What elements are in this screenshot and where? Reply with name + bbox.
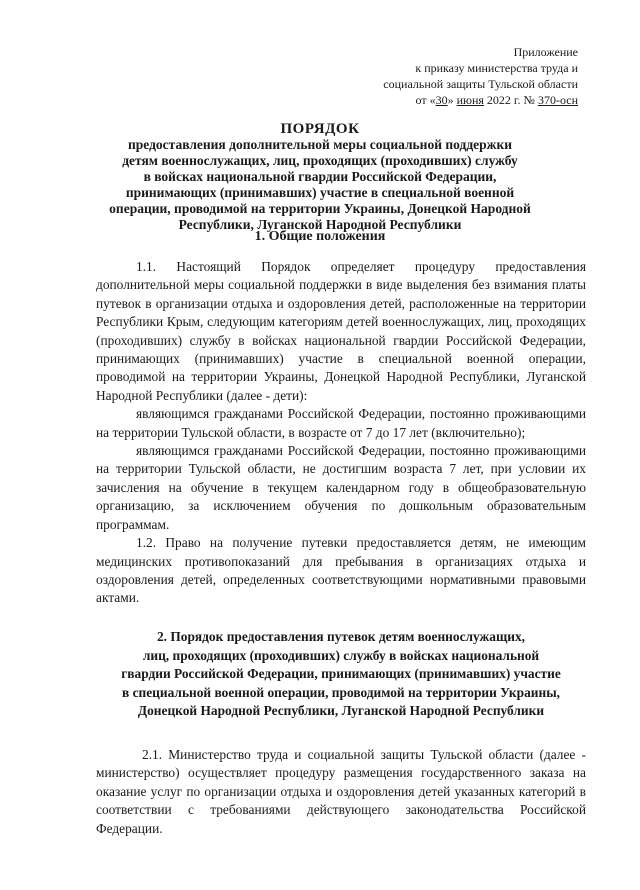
title-line-5: операции, проводимой на территории Украины, Донецкой Народной bbox=[109, 201, 531, 216]
section-2-body bbox=[96, 746, 586, 838]
order-number: 370-осн bbox=[537, 93, 578, 107]
section-2-heading-line-5: Донецкой Народной Республики, Луганской Народной Республики bbox=[137, 703, 545, 719]
section-1-body bbox=[96, 258, 586, 608]
appendix-block bbox=[318, 44, 578, 108]
title-line-6: Республики, Луганской Народной Республики bbox=[178, 217, 462, 232]
paragraph-category-2: являющимся гражданами Российской Федерации, постоянно проживающими на территории Тульской области, не достигшим возраста 7 лет, при условии их зачисления на обучение в текущем календарном году в общеобразовательную организацию, за исключением обучения по дошкольным образовательным программам. bbox=[96, 443, 586, 532]
section-2-heading-line-3: гвардии Российской Федерации, принимающих (принимавших) участие bbox=[121, 666, 561, 682]
title-line-2: детям военнослужащих, лиц, проходящих (проходивших) службу bbox=[122, 153, 518, 168]
appendix-label: Приложение bbox=[513, 45, 578, 59]
section-2-heading bbox=[96, 628, 586, 721]
date-prefix: от « bbox=[415, 93, 436, 107]
date-month: июня bbox=[456, 93, 484, 107]
paragraph-1-2: 1.2. Право на получение путевки предоставляется детям, не имеющим медицинских противопоказаний для пребывания в организациях отдыха и оздоровления детей, определенных соответствующими нормативными правовыми актами. bbox=[96, 535, 586, 606]
title-line-4: принимающих (принимавших) участие в специальной военной bbox=[125, 185, 515, 200]
title-line-1: предоставления дополнительной меры социальной поддержки bbox=[127, 137, 513, 152]
title-heading: ПОРЯДОК bbox=[280, 121, 360, 137]
section-2-heading-line-2: лиц, проходящих (проходивших) службу в войсках национальной bbox=[142, 647, 540, 663]
section-1-heading: 1. Общие положения bbox=[254, 229, 386, 244]
date-year: 2022 г. № bbox=[483, 93, 538, 107]
paragraph-2-1: 2.1. Министерство труда и социальной защиты Тульской области (далее - министерство) осуществляет процедуру размещения государственного заказа на оказание услуг по организации отдыха и оздоровления детей указанных категорий в соответствии с требованиями действующего законодательства Российской Федерации. bbox=[96, 747, 586, 836]
appendix-ministry-line: социальной защиты Тульской области bbox=[383, 77, 578, 91]
title-line-3: в войсках национальной гвардии Российской Федерации, bbox=[143, 169, 497, 184]
document-title bbox=[90, 121, 550, 233]
date-day: 30 bbox=[435, 93, 448, 107]
section-2-heading-line-1: 2. Порядок предоставления путевок детям военнослужащих, bbox=[156, 629, 526, 644]
appendix-date-line bbox=[318, 92, 578, 108]
paragraph-category-1: являющимся гражданами Российской Федерации, постоянно проживающими на территории Тульской области, в возрасте от 7 до 17 лет (включительно); bbox=[96, 406, 586, 440]
appendix-order-line: к приказу министерства труда и bbox=[415, 61, 578, 75]
section-2-heading-line-4: в специальной военной операции, проводимой на территории Украины, bbox=[122, 684, 560, 700]
date-mid: » bbox=[447, 93, 457, 107]
paragraph-1-1: 1.1. Настоящий Порядок определяет процедуру предоставления дополнительной меры социальной поддержки в виде выделения без взимания платы путевок в организации отдыха и оздоровления детей, расположенные на территории Республики Крым, следующим категориям детей военнослужащих, лиц, проходящих (проходивших) службу в войсках национальной гвардии Российской Федерации, принимающих (принимавших) участие в специальной военной операции, проводимой на территории Украины, Донецкой Народной Республики, Луганской Народной Республики (далее - дети): bbox=[96, 259, 586, 403]
